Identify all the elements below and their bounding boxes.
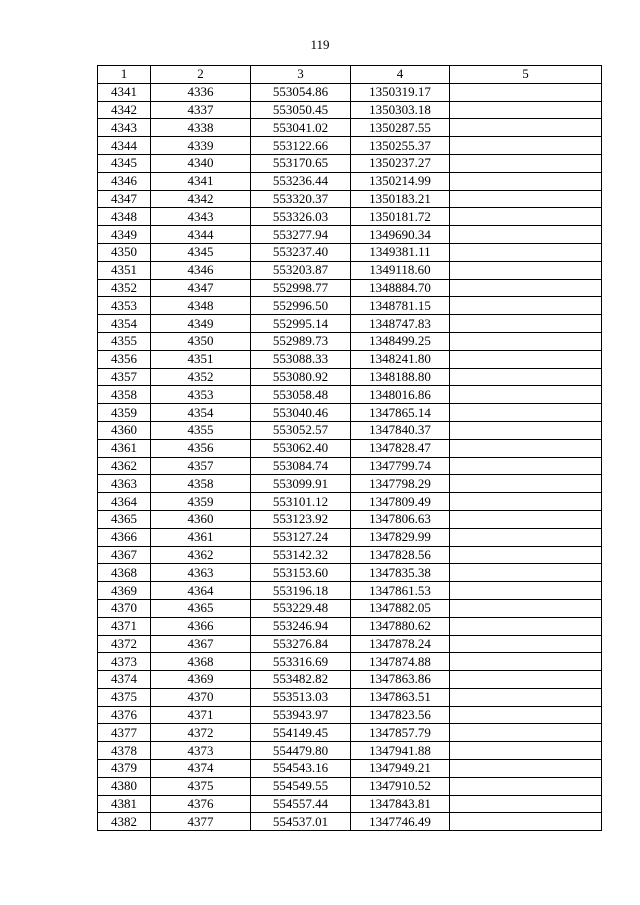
cell-col-4: 1347865.14 [351, 404, 450, 422]
cell-col-1: 4364 [98, 493, 151, 511]
cell-col-1: 4373 [98, 653, 151, 671]
cell-col-3: 554557.44 [251, 795, 351, 813]
column-header-5: 5 [450, 66, 602, 84]
cell-col-5 [450, 368, 602, 386]
cell-col-1: 4363 [98, 475, 151, 493]
cell-col-2: 4373 [151, 742, 251, 760]
cell-col-4: 1347910.52 [351, 777, 450, 795]
cell-col-4: 1348781.15 [351, 297, 450, 315]
cell-col-1: 4355 [98, 332, 151, 350]
table-row [98, 742, 602, 760]
cell-col-1: 4349 [98, 226, 151, 244]
cell-col-3: 553123.92 [251, 510, 351, 528]
cell-col-2: 4339 [151, 137, 251, 155]
cell-col-2: 4354 [151, 404, 251, 422]
cell-col-2: 4377 [151, 813, 251, 831]
cell-col-5 [450, 83, 602, 101]
table-row [98, 297, 602, 315]
cell-col-1: 4343 [98, 119, 151, 137]
cell-col-1: 4382 [98, 813, 151, 831]
table-row [98, 261, 602, 279]
table-row [98, 760, 602, 778]
cell-col-3: 553237.40 [251, 243, 351, 261]
cell-col-4: 1349381.11 [351, 243, 450, 261]
table-row [98, 688, 602, 706]
cell-col-1: 4375 [98, 688, 151, 706]
table-row [98, 279, 602, 297]
table-row [98, 208, 602, 226]
cell-col-5 [450, 190, 602, 208]
cell-col-5 [450, 137, 602, 155]
cell-col-2: 4363 [151, 564, 251, 582]
cell-col-4: 1347857.79 [351, 724, 450, 742]
cell-col-3: 553229.48 [251, 599, 351, 617]
table-row [98, 635, 602, 653]
cell-col-4: 1348499.25 [351, 332, 450, 350]
cell-col-3: 553080.92 [251, 368, 351, 386]
cell-col-5 [450, 350, 602, 368]
cell-col-3: 553041.02 [251, 119, 351, 137]
cell-col-5 [450, 226, 602, 244]
cell-col-4: 1347863.51 [351, 688, 450, 706]
cell-col-4: 1347874.88 [351, 653, 450, 671]
cell-col-2: 4348 [151, 297, 251, 315]
header-row [98, 66, 602, 84]
cell-col-1: 4361 [98, 439, 151, 457]
table-row [98, 617, 602, 635]
cell-col-5 [450, 510, 602, 528]
cell-col-3: 553058.48 [251, 386, 351, 404]
table-row [98, 528, 602, 546]
cell-col-2: 4357 [151, 457, 251, 475]
cell-col-4: 1350183.21 [351, 190, 450, 208]
cell-col-5 [450, 546, 602, 564]
table-row [98, 332, 602, 350]
cell-col-4: 1347799.74 [351, 457, 450, 475]
table-row [98, 243, 602, 261]
cell-col-1: 4344 [98, 137, 151, 155]
cell-col-3: 554149.45 [251, 724, 351, 742]
cell-col-2: 4355 [151, 421, 251, 439]
cell-col-3: 553088.33 [251, 350, 351, 368]
cell-col-3: 553054.86 [251, 83, 351, 101]
cell-col-3: 553122.66 [251, 137, 351, 155]
cell-col-1: 4368 [98, 564, 151, 582]
cell-col-2: 4347 [151, 279, 251, 297]
table-header [98, 66, 602, 84]
cell-col-1: 4366 [98, 528, 151, 546]
column-header-1: 1 [98, 66, 151, 84]
cell-col-2: 4371 [151, 706, 251, 724]
cell-col-4: 1347798.29 [351, 475, 450, 493]
cell-col-2: 4342 [151, 190, 251, 208]
cell-col-1: 4347 [98, 190, 151, 208]
cell-col-3: 553203.87 [251, 261, 351, 279]
cell-col-2: 4356 [151, 439, 251, 457]
table-row [98, 386, 602, 404]
cell-col-5 [450, 617, 602, 635]
cell-col-2: 4351 [151, 350, 251, 368]
table-row [98, 599, 602, 617]
cell-col-2: 4352 [151, 368, 251, 386]
column-header-2: 2 [151, 66, 251, 84]
cell-col-3: 553246.94 [251, 617, 351, 635]
cell-col-4: 1350287.55 [351, 119, 450, 137]
cell-col-2: 4362 [151, 546, 251, 564]
cell-col-1: 4353 [98, 297, 151, 315]
cell-col-5 [450, 493, 602, 511]
cell-col-5 [450, 332, 602, 350]
cell-col-1: 4356 [98, 350, 151, 368]
cell-col-3: 554537.01 [251, 813, 351, 831]
cell-col-5 [450, 653, 602, 671]
cell-col-5 [450, 564, 602, 582]
cell-col-3: 553326.03 [251, 208, 351, 226]
cell-col-1: 4352 [98, 279, 151, 297]
cell-col-4: 1347863.86 [351, 671, 450, 689]
table-row [98, 119, 602, 137]
cell-col-3: 553052.57 [251, 421, 351, 439]
cell-col-5 [450, 315, 602, 333]
cell-col-2: 4375 [151, 777, 251, 795]
cell-col-5 [450, 582, 602, 600]
cell-col-4: 1348188.80 [351, 368, 450, 386]
cell-col-5 [450, 528, 602, 546]
cell-col-3: 553101.12 [251, 493, 351, 511]
cell-col-1: 4348 [98, 208, 151, 226]
cell-col-3: 553196.18 [251, 582, 351, 600]
table-row [98, 546, 602, 564]
cell-col-1: 4376 [98, 706, 151, 724]
cell-col-3: 553320.37 [251, 190, 351, 208]
cell-col-1: 4357 [98, 368, 151, 386]
cell-col-2: 4338 [151, 119, 251, 137]
cell-col-3: 553513.03 [251, 688, 351, 706]
cell-col-5 [450, 101, 602, 119]
cell-col-4: 1347828.47 [351, 439, 450, 457]
cell-col-3: 553170.65 [251, 154, 351, 172]
cell-col-4: 1347746.49 [351, 813, 450, 831]
cell-col-2: 4340 [151, 154, 251, 172]
cell-col-5 [450, 795, 602, 813]
cell-col-5 [450, 439, 602, 457]
cell-col-2: 4346 [151, 261, 251, 279]
cell-col-1: 4341 [98, 83, 151, 101]
cell-col-2: 4345 [151, 243, 251, 261]
cell-col-1: 4370 [98, 599, 151, 617]
table-row [98, 813, 602, 831]
cell-col-3: 552989.73 [251, 332, 351, 350]
cell-col-2: 4370 [151, 688, 251, 706]
cell-col-2: 4365 [151, 599, 251, 617]
cell-col-4: 1347829.99 [351, 528, 450, 546]
cell-col-4: 1347880.62 [351, 617, 450, 635]
cell-col-1: 4374 [98, 671, 151, 689]
cell-col-4: 1350303.18 [351, 101, 450, 119]
cell-col-3: 553142.32 [251, 546, 351, 564]
cell-col-3: 554543.16 [251, 760, 351, 778]
cell-col-2: 4364 [151, 582, 251, 600]
table-row [98, 101, 602, 119]
cell-col-4: 1349690.34 [351, 226, 450, 244]
cell-col-5 [450, 457, 602, 475]
cell-col-1: 4365 [98, 510, 151, 528]
cell-col-4: 1347823.56 [351, 706, 450, 724]
table-row [98, 777, 602, 795]
cell-col-2: 4366 [151, 617, 251, 635]
cell-col-2: 4376 [151, 795, 251, 813]
cell-col-5 [450, 706, 602, 724]
cell-col-5 [450, 404, 602, 422]
cell-col-2: 4360 [151, 510, 251, 528]
cell-col-1: 4358 [98, 386, 151, 404]
cell-col-1: 4379 [98, 760, 151, 778]
cell-col-5 [450, 421, 602, 439]
cell-col-5 [450, 297, 602, 315]
table-row [98, 795, 602, 813]
cell-col-1: 4350 [98, 243, 151, 261]
table-row [98, 368, 602, 386]
cell-col-3: 553062.40 [251, 439, 351, 457]
cell-col-2: 4341 [151, 172, 251, 190]
cell-col-3: 553127.24 [251, 528, 351, 546]
cell-col-4: 1348747.83 [351, 315, 450, 333]
cell-col-1: 4371 [98, 617, 151, 635]
table-row [98, 564, 602, 582]
cell-col-2: 4344 [151, 226, 251, 244]
table-row [98, 724, 602, 742]
cell-col-3: 553153.60 [251, 564, 351, 582]
table-row [98, 172, 602, 190]
cell-col-1: 4367 [98, 546, 151, 564]
cell-col-5 [450, 208, 602, 226]
cell-col-5 [450, 742, 602, 760]
table-row [98, 475, 602, 493]
cell-col-1: 4378 [98, 742, 151, 760]
column-header-4: 4 [351, 66, 450, 84]
table-row [98, 404, 602, 422]
cell-col-5 [450, 172, 602, 190]
cell-col-3: 554479.80 [251, 742, 351, 760]
cell-col-4: 1347882.05 [351, 599, 450, 617]
cell-col-2: 4353 [151, 386, 251, 404]
cell-col-3: 553943.97 [251, 706, 351, 724]
cell-col-4: 1347806.63 [351, 510, 450, 528]
table-row [98, 315, 602, 333]
table-row [98, 350, 602, 368]
cell-col-1: 4362 [98, 457, 151, 475]
page-number: 119 [310, 37, 330, 52]
cell-col-4: 1347840.37 [351, 421, 450, 439]
coordinates-table [97, 65, 602, 831]
table-row [98, 421, 602, 439]
cell-col-2: 4337 [151, 101, 251, 119]
cell-col-4: 1347835.38 [351, 564, 450, 582]
cell-col-3: 552998.77 [251, 279, 351, 297]
cell-col-5 [450, 635, 602, 653]
cell-col-2: 4358 [151, 475, 251, 493]
table-row [98, 457, 602, 475]
table-row [98, 439, 602, 457]
cell-col-1: 4372 [98, 635, 151, 653]
cell-col-5 [450, 154, 602, 172]
cell-col-2: 4374 [151, 760, 251, 778]
cell-col-3: 552995.14 [251, 315, 351, 333]
table-row [98, 653, 602, 671]
cell-col-5 [450, 688, 602, 706]
cell-col-2: 4359 [151, 493, 251, 511]
cell-col-5 [450, 671, 602, 689]
table-row [98, 493, 602, 511]
cell-col-4: 1348016.86 [351, 386, 450, 404]
cell-col-3: 553276.84 [251, 635, 351, 653]
cell-col-4: 1347861.53 [351, 582, 450, 600]
cell-col-2: 4343 [151, 208, 251, 226]
cell-col-4: 1347843.81 [351, 795, 450, 813]
cell-col-3: 553084.74 [251, 457, 351, 475]
cell-col-1: 4359 [98, 404, 151, 422]
cell-col-4: 1350319.17 [351, 83, 450, 101]
table-row [98, 510, 602, 528]
cell-col-2: 4367 [151, 635, 251, 653]
cell-col-2: 4350 [151, 332, 251, 350]
cell-col-3: 553482.82 [251, 671, 351, 689]
cell-col-3: 553050.45 [251, 101, 351, 119]
table-row [98, 154, 602, 172]
cell-col-5 [450, 279, 602, 297]
cell-col-1: 4342 [98, 101, 151, 119]
cell-col-4: 1347809.49 [351, 493, 450, 511]
cell-col-5 [450, 119, 602, 137]
cell-col-5 [450, 813, 602, 831]
cell-col-2: 4369 [151, 671, 251, 689]
cell-col-1: 4377 [98, 724, 151, 742]
cell-col-3: 553316.69 [251, 653, 351, 671]
cell-col-4: 1350214.99 [351, 172, 450, 190]
cell-col-3: 554549.55 [251, 777, 351, 795]
table-row [98, 226, 602, 244]
cell-col-5 [450, 777, 602, 795]
cell-col-3: 553040.46 [251, 404, 351, 422]
table-row [98, 671, 602, 689]
cell-col-1: 4354 [98, 315, 151, 333]
cell-col-2: 4336 [151, 83, 251, 101]
cell-col-1: 4345 [98, 154, 151, 172]
cell-col-4: 1347828.56 [351, 546, 450, 564]
cell-col-3: 553277.94 [251, 226, 351, 244]
table-body [98, 83, 602, 830]
cell-col-1: 4360 [98, 421, 151, 439]
table-row [98, 706, 602, 724]
cell-col-5 [450, 243, 602, 261]
cell-col-1: 4381 [98, 795, 151, 813]
cell-col-2: 4372 [151, 724, 251, 742]
cell-col-4: 1348884.70 [351, 279, 450, 297]
cell-col-1: 4380 [98, 777, 151, 795]
table-row [98, 190, 602, 208]
table-row [98, 137, 602, 155]
cell-col-1: 4351 [98, 261, 151, 279]
cell-col-4: 1348241.80 [351, 350, 450, 368]
cell-col-2: 4368 [151, 653, 251, 671]
cell-col-4: 1350181.72 [351, 208, 450, 226]
cell-col-4: 1350255.37 [351, 137, 450, 155]
table-row [98, 582, 602, 600]
cell-col-5 [450, 386, 602, 404]
cell-col-3: 552996.50 [251, 297, 351, 315]
cell-col-3: 553236.44 [251, 172, 351, 190]
cell-col-1: 4369 [98, 582, 151, 600]
cell-col-4: 1347949.21 [351, 760, 450, 778]
cell-col-4: 1349118.60 [351, 261, 450, 279]
cell-col-3: 553099.91 [251, 475, 351, 493]
cell-col-5 [450, 261, 602, 279]
cell-col-2: 4349 [151, 315, 251, 333]
cell-col-2: 4361 [151, 528, 251, 546]
cell-col-4: 1350237.27 [351, 154, 450, 172]
table-row [98, 83, 602, 101]
cell-col-5 [450, 724, 602, 742]
cell-col-1: 4346 [98, 172, 151, 190]
cell-col-5 [450, 475, 602, 493]
cell-col-4: 1347941.88 [351, 742, 450, 760]
column-header-3: 3 [251, 66, 351, 84]
cell-col-5 [450, 760, 602, 778]
cell-col-5 [450, 599, 602, 617]
cell-col-4: 1347878.24 [351, 635, 450, 653]
